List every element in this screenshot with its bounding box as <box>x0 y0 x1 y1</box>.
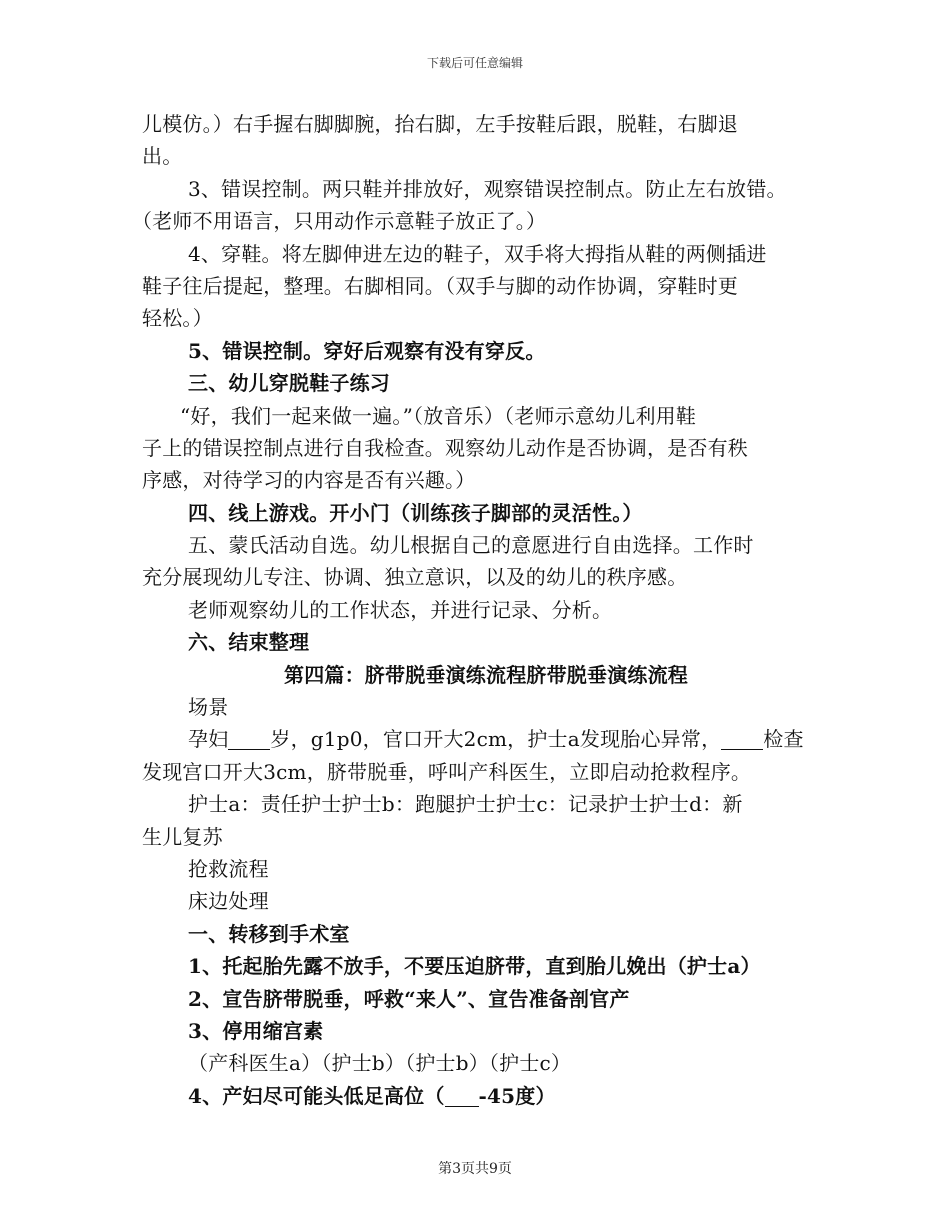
paragraph-line: 充分展现幼儿专注、协调、独立意识，以及的幼儿的秩序感。 <box>142 565 688 590</box>
paragraph-line: 4、穿鞋。将左脚伸进左边的鞋子，双手将大拇指从鞋的两侧插进 <box>188 241 767 266</box>
paragraph-line: 子上的错误控制点进行自我检查。观察幼儿动作是否协调，是否有秩 <box>142 435 748 460</box>
paragraph-line: （产科医生a）（护士b）（护士b）（护士c） <box>188 1051 572 1076</box>
page-footer: 第3页共9页 <box>438 1161 512 1177</box>
paragraph-line: 序感，对待学习的内容是否有兴趣。） <box>142 468 476 493</box>
paragraph-line: 轻松。） <box>142 306 213 331</box>
page-header: 下载后可任意编辑 <box>426 56 523 70</box>
text-segment: 岁，g1p0，官口开大2cm，护士a发现胎心异常， <box>270 727 722 752</box>
fill-blank <box>445 1086 479 1107</box>
paragraph-line-with-blanks <box>142 723 822 755</box>
paragraph-line: （老师不用语言，只用动作示意鞋子放正了。） <box>132 209 547 234</box>
bold-step-line: 1、托起胎先露不放手，不要压迫脐带，直到胎儿娩出（护士a） <box>188 954 761 979</box>
section-heading: 三、幼儿穿脱鞋子练习 <box>188 371 390 396</box>
paragraph-line: 场景 <box>188 695 229 720</box>
paragraph-line: 出。 <box>142 144 183 169</box>
fill-blank <box>228 729 270 750</box>
paragraph-line: 抢救流程 <box>188 856 269 881</box>
section-heading: 一、转移到手术室 <box>188 921 350 946</box>
chapter-title: 第四篇：脐带脱垂演练流程脐带脱垂演练流程 <box>284 662 688 687</box>
paragraph-line: 护士a：责任护士护士b：跑腿护士护士c：记录护士护士d：新 <box>188 792 743 817</box>
text-segment: 孕妇 <box>188 727 229 752</box>
section-heading: 四、线上游戏。开小门（训练孩子脚部的灵活性。） <box>188 500 643 525</box>
paragraph-line: 床边处理 <box>188 889 269 914</box>
bold-step-line-with-blank <box>142 1080 822 1112</box>
section-heading: 六、结束整理 <box>188 630 310 655</box>
paragraph-line: 发现宫口开大3cm，脐带脱垂，呼叫产科医生，立即启动抢救程序。 <box>142 759 752 784</box>
bold-step-line: 5、错误控制。穿好后观察有没有穿反。 <box>188 338 546 363</box>
paragraph-line: 老师观察幼儿的工作状态，并进行记录、分析。 <box>188 597 613 622</box>
paragraph-line: “好，我们一起来做一遍。”（放音乐）（老师示意幼儿利用鞋 <box>180 403 697 428</box>
document-body <box>132 108 822 1112</box>
text-segment: 检查 <box>763 727 804 752</box>
paragraph-line: 儿模仿。）右手握右脚脚腕，抬右脚，左手按鞋后跟，脱鞋，右脚退 <box>142 112 738 136</box>
paragraph-line: 3、错误控制。两只鞋并排放好，观察错误控制点。防止左右放错。 <box>188 176 787 201</box>
text-segment: 4、产妇尽可能头低足高位（ <box>188 1083 445 1108</box>
bold-step-line: 3、停用缩宫素 <box>188 1018 324 1043</box>
paragraph-line: 鞋子往后提起，整理。右脚相同。（双手与脚的动作协调，穿鞋时更 <box>142 273 738 298</box>
paragraph-line: 五、蒙氏活动自选。幼儿根据自己的意愿进行自由选择。工作时 <box>188 533 754 558</box>
bold-step-line: 2、宣告脐带脱垂，呼救“来人”、宣告准备剖官产 <box>188 986 630 1011</box>
fill-blank <box>721 729 763 750</box>
paragraph-line: 生儿复苏 <box>142 824 223 849</box>
text-segment: -45度） <box>478 1083 556 1108</box>
